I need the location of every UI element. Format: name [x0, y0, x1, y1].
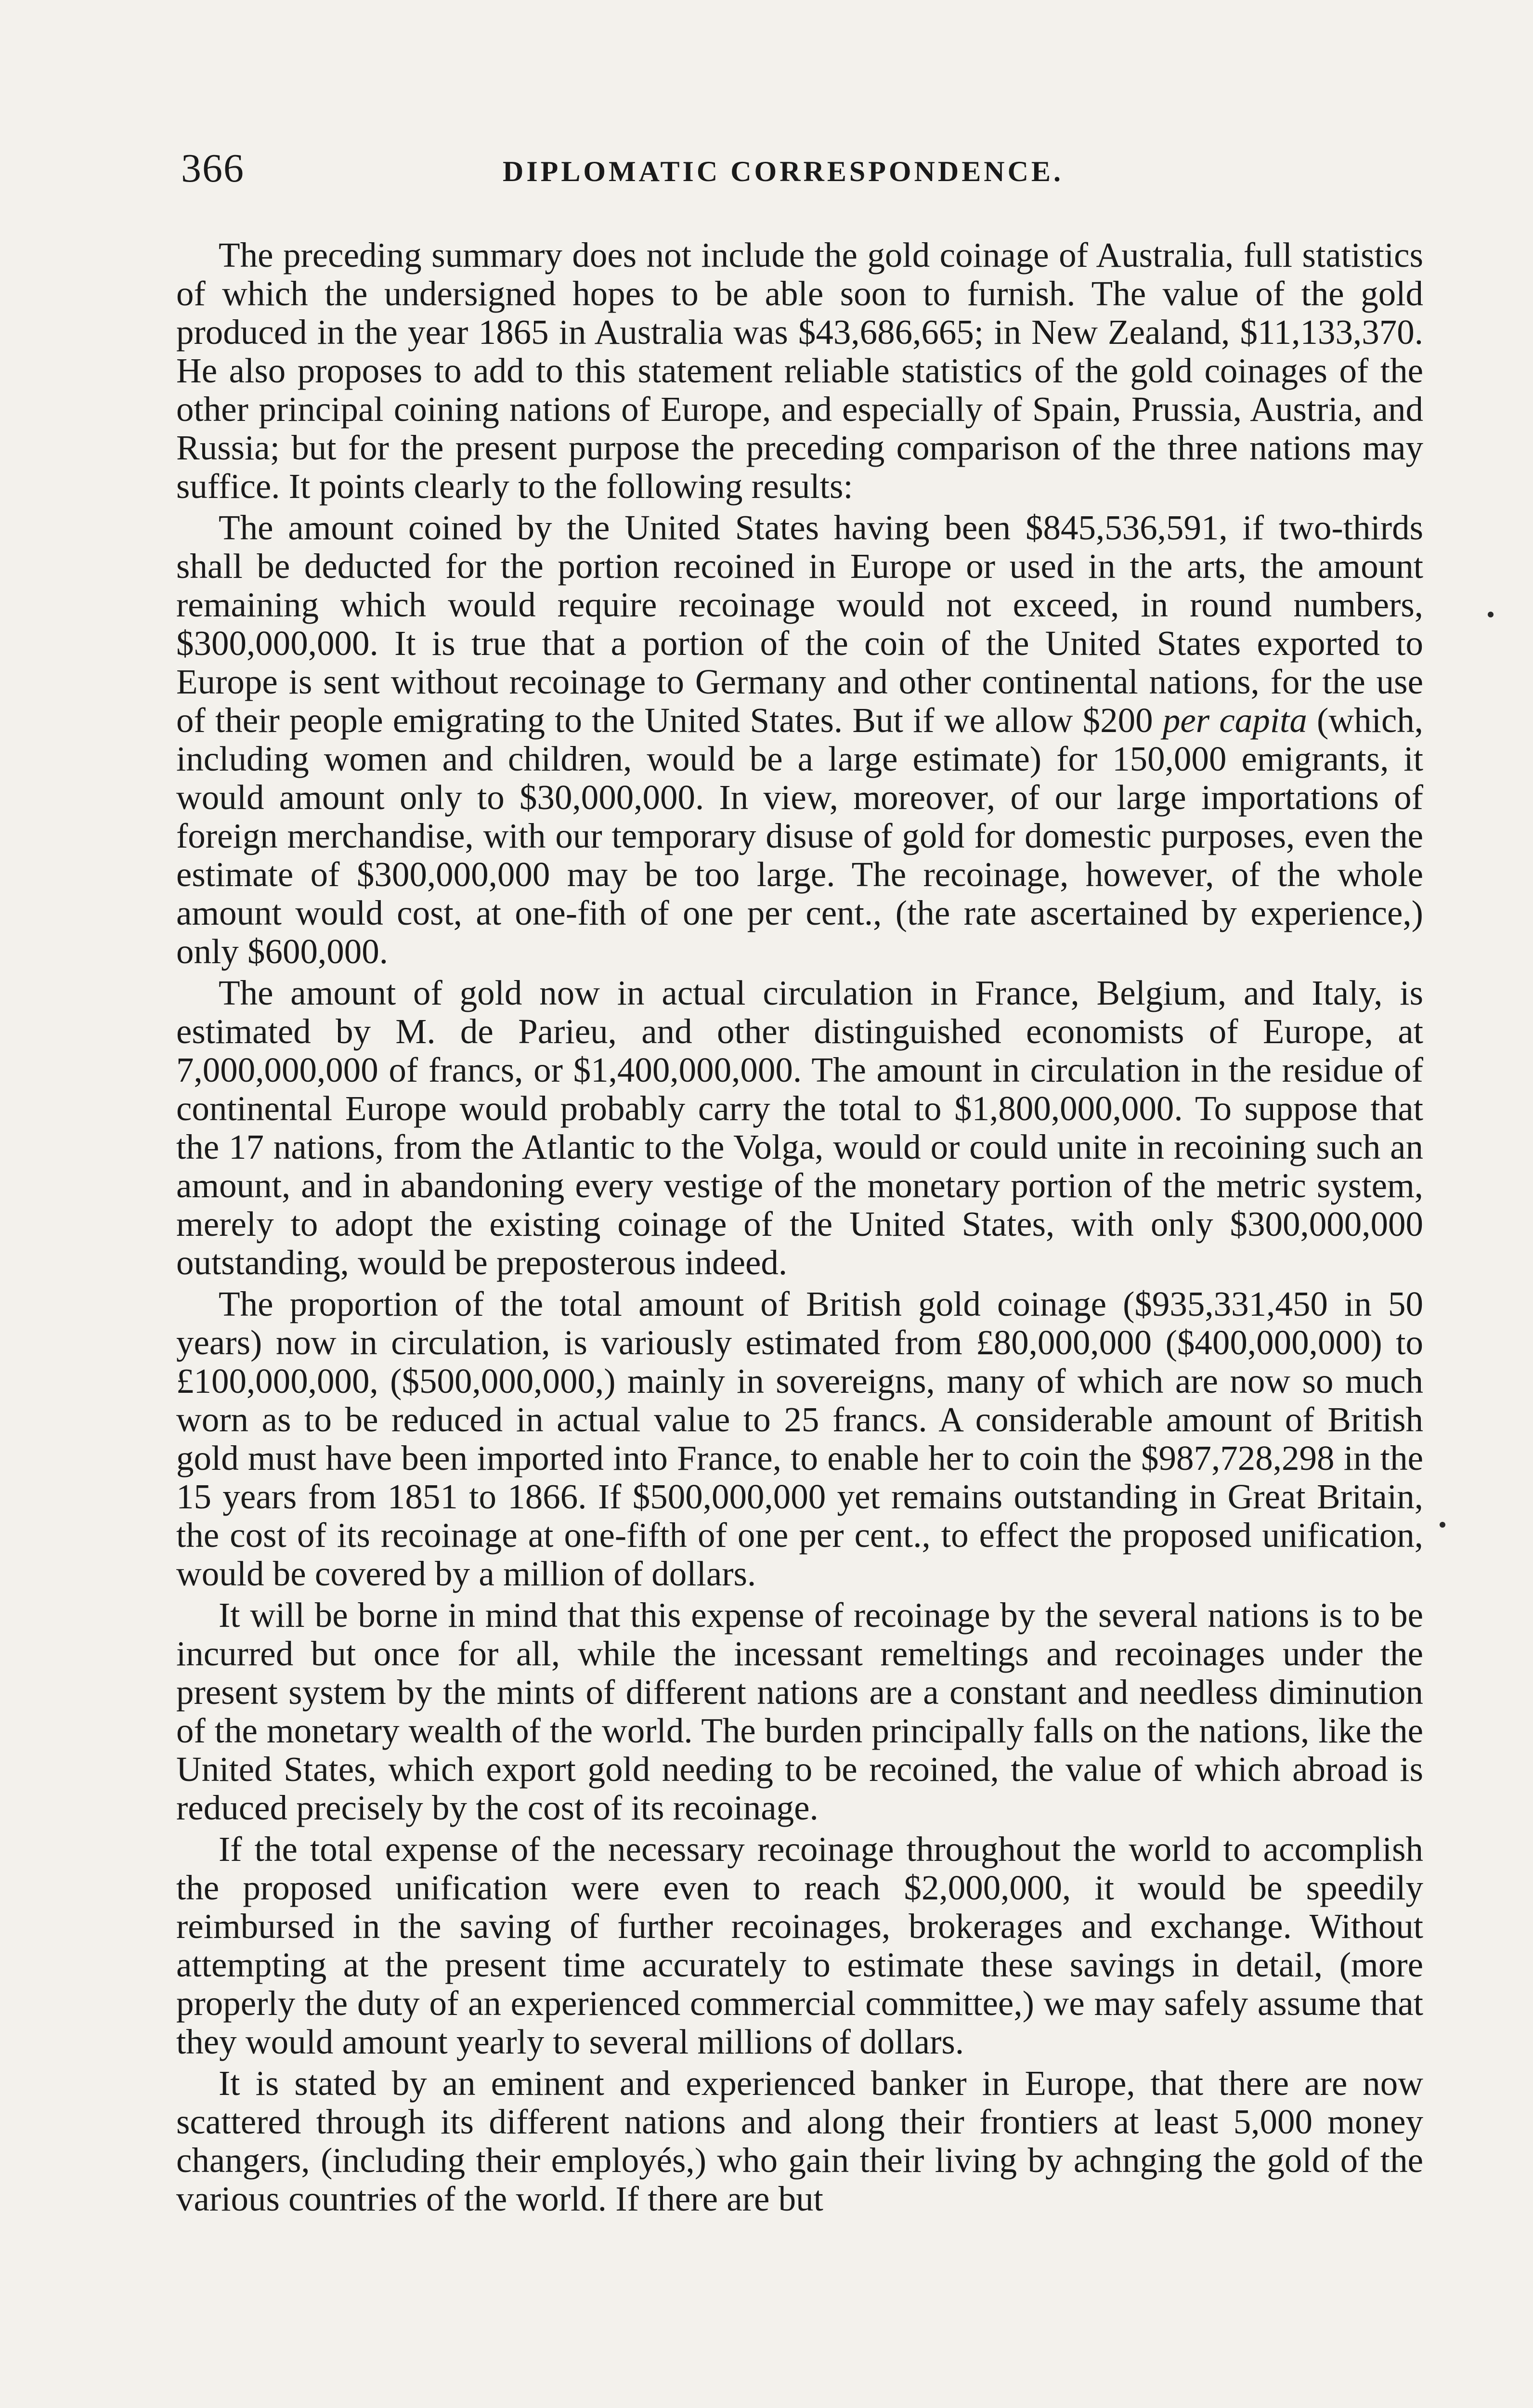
paragraph-united-states-text-before: The amount coined by the United States having been $845,536,591, if two-thirds shall be deducted for the portion recoined in Europe or used in the arts, the amount remaining which would require recoinage would not exceed, in round numbers, $300,000,000. It is true that a portion of the coin of the United States exported to Europe is sent without recoinage to Germany and other continental nations, for the use of their people emigrating to the United States. But if we allow $200	[176, 508, 1423, 740]
paragraph-continental-circulation: The amount of gold now in actual circulation in France, Belgium, and Italy, is estimated by M. de Parieu, and other distinguished economists of Europe, at 7,000,000,000 of francs, or $1,400,000,000. The amount in circulation in the residue of continental Europe would probably carry the total to $1,800,000,000. To suppose that the 17 nations, from the Atlantic to the Volga, would or could unite in recoining such an amount, and in abandoning every vestige of the monetary portion of the metric system, merely to adopt the existing coinage of the United States, with only $300,000,000 outstanding, would be preposterous indeed.	[176, 973, 1423, 1282]
paragraph-british-gold: The proportion of the total amount of British gold coinage ($935,331,450 in 50 years) now in circulation, is variously estimated from £80,000,000 ($400,000,000) to £100,000,000, ($500,000,000,) mainly in sovereigns, many of which are now so much worn as to be reduced in actual value to 25 francs. A considerable amount of British gold must have been imported into France, to enable her to coin the $987,728,298 in the 15 years from 1851 to 1866. If $500,000,000 yet remains outstanding in Great Britain, the cost of its recoinage at one-fifth of one per cent., to effect the proposed unification, would be covered by a million of dollars.	[176, 1284, 1423, 1593]
italic-per-capita: per capita	[1162, 701, 1307, 740]
running-title: DIPLOMATIC CORRESPONDENCE.	[503, 156, 1064, 187]
body-text	[176, 236, 1423, 2221]
paragraph-total-expense: If the total expense of the necessary recoinage throughout the world to accomplish the proposed unification were even to reach $2,000,000, it would be speedily reimbursed in the saving of further recoinages, brokerages and exchange. Without attempting at the present time accurately to estimate these savings in detail, (more properly the duty of an experienced commercial committee,) we may safely assume that they would amount yearly to several millions of dollars.	[176, 1830, 1423, 2061]
running-head	[181, 144, 1428, 197]
paragraph-australia-coinage: The preceding summary does not include the gold coinage of Australia, full statistics of which the undersigned hopes to be able soon to furnish. The value of the gold produced in the year 1865 in Australia was $43,686,665; in New Zealand, $11,133,370. He also proposes to add to this statement reliable statistics of the gold coinages of the other principal coining nations of Europe, and especially of Spain, Prussia, Austria, and Russia; but for the present purpose the preceding comparison of the three nations may suffice. It points clearly to the following results:	[176, 236, 1423, 506]
print-speck	[1488, 612, 1494, 617]
paragraph-money-changers: It is stated by an eminent and experienced banker in Europe, that there are now scattered through its different nations and along their frontiers at least 5,000 money changers, (including their employés,) who gain their living by achnging the gold of the various countries of the world. If there are but	[176, 2064, 1423, 2218]
page-number: 366	[181, 146, 245, 191]
paragraph-united-states-recoinage	[176, 509, 1423, 971]
paragraph-recoinage-expense: It will be borne in mind that this expense of recoinage by the several nations is to be incurred but once for all, while the incessant remeltings and recoinages under the present system by the mints of different nations are a constant and needless diminution of the monetary wealth of the world. The burden principally falls on the nations, like the United States, which export gold needing to be recoined, the value of which abroad is reduced precisely by the cost of its recoinage.	[176, 1596, 1423, 1827]
paragraph-united-states-text-after: (which, including women and children, would be a large estimate) for 150,000 emigrants, it would amount only to $30,000,000. In view, moreover, of our large importations of foreign merchandise, with our temporary disuse of gold for domestic purposes, even the estimate of $300,000,000 may be too large. The recoinage, however, of the whole amount would cost, at one-fith of one per cent., (the rate ascertained by experience,) only $600,000.	[176, 701, 1424, 971]
print-speck	[1440, 1522, 1445, 1528]
